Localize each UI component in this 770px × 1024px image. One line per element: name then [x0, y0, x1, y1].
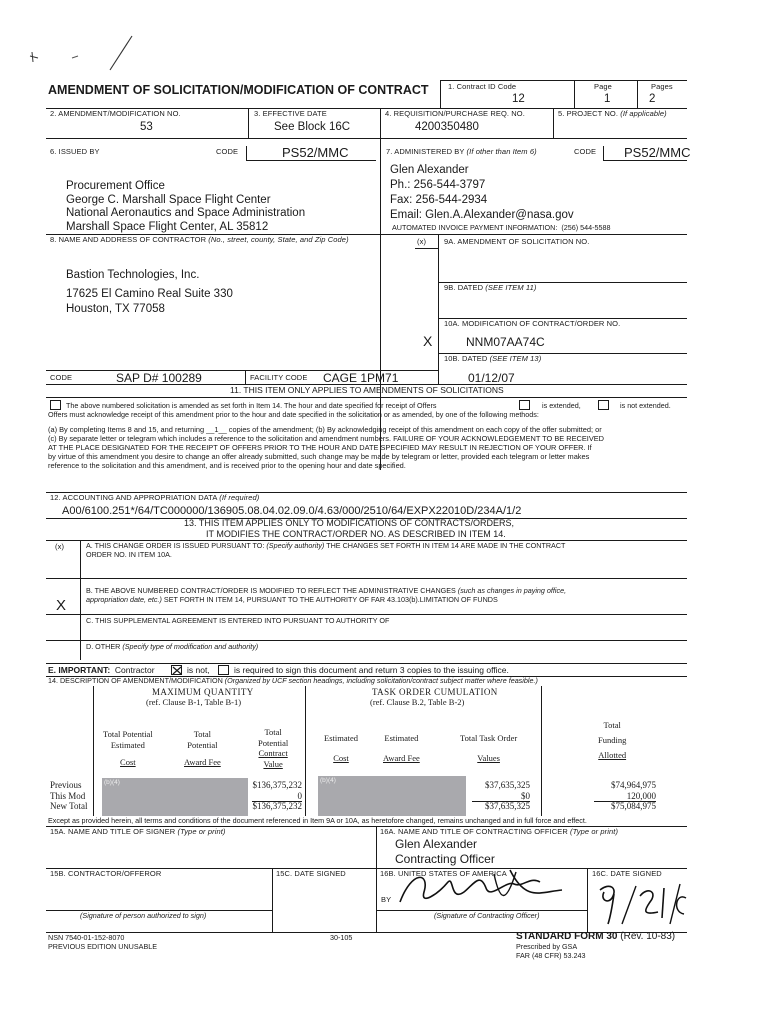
max-quantity-sub: (ref. Clause B-1, Table B-1) [146, 697, 242, 707]
contractor-code-value: SAP D# 100289 [116, 371, 202, 385]
prescribed-by: Prescribed by GSA [516, 942, 578, 951]
dated-9b-label: 9B. DATED (SEE ITEM 11) [444, 283, 537, 292]
item11-para-line: (c) By separate letter or telegram which includes a reference to the solicitation and amendment numbers. FAILURE OF YOUR ACKNOWLEDGEMENT TO BE RECEIVED [48, 434, 605, 443]
row-labels [50, 780, 87, 812]
issued-by-label: 6. ISSUED BY [50, 147, 100, 156]
issued-line: National Aeronautics and Space Administration [66, 207, 306, 219]
amendment-no-value: 53 [140, 121, 153, 133]
stray-marks [28, 30, 148, 75]
important-rest: is required to sign this document and return 3 copies to the issuing office. [234, 665, 509, 675]
issued-line: George C. Marshall Space Flight Center [66, 193, 271, 206]
administered-by-label: 7. ADMINISTERED BY (If other than Item 6) [386, 147, 537, 156]
task-value: $0 [521, 790, 530, 801]
pages-value: 2 [649, 93, 656, 105]
dated-10b-value: 01/12/07 [468, 371, 515, 385]
col-task-order [460, 733, 517, 764]
page-value: 1 [604, 93, 611, 105]
task-order-title: TASK ORDER CUMULATION [372, 687, 498, 697]
item13-title2: IT MODIFIES THE CONTRACT/ORDER NO. AS DESCRIBED IN ITEM 14. [206, 529, 506, 539]
accounting-label: 12. ACCOUNTING AND APPROPRIATION DATA (If required) [50, 493, 260, 502]
form-number: 30-105 [330, 933, 353, 942]
item13-c-line: C. THIS SUPPLEMENTAL AGREEMENT IS ENTERED INTO PURSUANT TO AUTHORITY OF [86, 616, 390, 625]
previous-edition: PREVIOUS EDITION UNUSABLE [48, 942, 158, 951]
invoice-info: AUTOMATED INVOICE PAYMENT INFORMATION: (256) 544-5588 [392, 223, 611, 232]
col-head: Total [264, 727, 282, 737]
contractor-line: 17625 El Camino Real Suite 330 [66, 287, 233, 300]
nsn: NSN 7540-01-152-8070 [48, 933, 125, 942]
form-title: AMENDMENT OF SOLICITATION/MODIFICATION OF CONTRACT [48, 83, 429, 97]
contract-value: $136,375,232 [252, 801, 302, 811]
col-head: Values [477, 753, 500, 763]
funding-value: $74,964,975 [611, 780, 656, 790]
item13-b-mark: X [56, 597, 67, 614]
mark-10a: X [423, 333, 433, 349]
contractor-line: Bastion Technologies, Inc. [66, 269, 200, 281]
facility-code-value: CAGE 1PM71 [323, 371, 399, 385]
is-not-extended-label: is not extended. [620, 401, 671, 410]
handwritten-date [592, 878, 688, 930]
redaction-block-1 [102, 778, 248, 816]
item13-a-line2: ORDER NO. IN ITEM 10A. [86, 550, 172, 559]
contract-id-value: 12 [512, 93, 525, 105]
col-head: Total [193, 729, 212, 739]
effective-date-label: 3. EFFECTIVE DATE [254, 109, 327, 118]
funding-value: 120,000 [626, 790, 656, 801]
signer-label: 15A. NAME AND TITLE OF SIGNER (Type or print) [50, 827, 226, 836]
item13-check-label: (x) [55, 542, 65, 551]
amendment-no-label: 2. AMENDMENT/MODIFICATION NO. [50, 109, 181, 118]
task-values [470, 780, 530, 812]
col-est-cost [324, 733, 358, 764]
col-head: Award Fee [383, 753, 420, 763]
redaction-block-2 [318, 776, 466, 816]
officer-title: Contracting Officer [395, 852, 495, 866]
contractor-code-label: CODE [50, 373, 73, 382]
requisition-value: 4200350480 [415, 121, 479, 133]
officer-name: Glen Alexander [395, 837, 478, 851]
accounting-value: A00/6100.251*/64/TC000000/136905.08.04.02.09.0/4.63/000/2510/64/EXPX22010D/234A/1/2 [62, 505, 522, 517]
funding-values [592, 780, 656, 812]
redaction-tag-1: (b)(4) [104, 779, 120, 786]
date-signed-15c-label: 15C. DATE SIGNED [276, 869, 346, 878]
item11-paragraph [48, 425, 604, 470]
is-extended-checkbox[interactable] [519, 400, 530, 410]
col-head: Estimated [384, 733, 419, 743]
col-head: Total Potential [103, 729, 153, 739]
contract-value: $136,375,232 [252, 780, 302, 790]
item13-b-line2: appropriation date, etc.) SET FORTH IN ITEM 14, PURSUANT TO THE AUTHORITY OF FAR 43.103(b).LIMITATION OF FUNDS [86, 595, 498, 604]
col-head: Cost [333, 753, 349, 763]
requisition-label: 4. REQUISITION/PURCHASE REQ. NO. [385, 109, 525, 118]
task-value: $37,635,325 [485, 780, 530, 790]
sig-note-16: (Signature of Contracting Officer) [434, 911, 540, 920]
col-potential-cost [103, 729, 153, 768]
administered-line: Fax: 256-544-2934 [390, 194, 488, 206]
col-head: Contract [258, 748, 288, 758]
max-quantity-title: MAXIMUM QUANTITY [152, 687, 254, 697]
administered-code-value: PS52/MMC [624, 145, 691, 160]
item14-label: 14. DESCRIPTION OF AMENDMENT/MODIFICATION (Organized by UCF section headings, including solicitation/contract subject matter where feasible.) [48, 676, 538, 685]
task-value: $37,635,325 [485, 801, 530, 811]
date-signed-value [600, 918, 603, 919]
issued-by-address [66, 180, 305, 234]
row-label: New Total [50, 801, 88, 811]
item11-line2: Offers must acknowledge receipt of this amendment prior to the hour and date specified in the solicitation or as amended, by one of the following methods: [48, 410, 539, 419]
checked-x-icon [172, 666, 182, 675]
col-head: Award Fee [184, 757, 221, 767]
standard-form: STANDARD FORM 30 (Rev. 10-83) [516, 931, 676, 942]
contract-values [250, 780, 302, 812]
contractor-address [66, 268, 233, 318]
amendment-solicitation-label: 9A. AMENDMENT OF SOLICITATION NO. [444, 237, 590, 246]
redaction-tag-2: (b)(4) [320, 777, 336, 784]
item13-title1: 13. THIS ITEM APPLIES ONLY TO MODIFICATIONS OF CONTRACTS/ORDERS, [184, 518, 515, 528]
administered-line: Glen Alexander [390, 164, 469, 176]
is-required-checkbox[interactable] [218, 665, 229, 675]
item13-b-line1: B. THE ABOVE NUMBERED CONTRACT/ORDER IS MODIFIED TO REFLECT THE ADMINISTRATIVE CHANGES (such as changes in paying office, [86, 586, 567, 595]
issued-line: Marshall Space Flight Center, AL 35812 [66, 220, 269, 233]
item11-title: 11. THIS ITEM ONLY APPLIES TO AMENDMENTS OF SOLICITATIONS [230, 385, 504, 395]
project-no-label: 5. PROJECT NO. (If applicable) [558, 109, 667, 118]
col-head: Total Task Order [460, 733, 518, 743]
contractor-line: Houston, TX 77058 [66, 303, 165, 315]
col-head: Estimated [324, 733, 358, 743]
dated-10b-label: 10B. DATED (SEE ITEM 13) [444, 354, 542, 363]
administered-by-contact [390, 163, 574, 223]
item11-para-line: (a) By completing Items 8 and 15, and returning __1__ copies of the amendment; (b) By acknowledging receipt of this amendment on each copy of the offer submitted; or [48, 425, 602, 434]
col-head: Funding [598, 735, 627, 745]
col-est-fee [383, 733, 420, 764]
is-not-text: is not, [187, 665, 210, 675]
by-label: BY [381, 895, 392, 904]
administered-line: Ph.: 256-544-3797 [390, 179, 486, 191]
pages-label: Pages [651, 82, 673, 91]
contract-id-label: 1. Contract ID Code [448, 82, 517, 91]
col-head: Total [603, 720, 621, 730]
except-line: Except as provided herein, all terms and conditions of the document referenced in Item 9A or 10A, as heretofore changed, remains unchanged and in full force and effect. [48, 816, 587, 825]
contracting-officer-signature [390, 862, 580, 912]
contractor-label: 8. NAME AND ADDRESS OF CONTRACTOR (No., street, county, State, and Zip Code) [50, 235, 349, 244]
col-head: Potential [258, 737, 289, 748]
col-head: Cost [120, 757, 136, 767]
check-9a: (x) [417, 237, 427, 246]
item13-a-line1: A. THIS CHANGE ORDER IS ISSUED PURSUANT TO: (Specify authority) THE CHANGES SET FORTH IN ITEM 14 ARE MADE IN THE CONTRACT [86, 541, 566, 550]
col-head: Value [263, 758, 283, 769]
row-label: This Mod [50, 790, 86, 801]
col-potential-fee [184, 729, 221, 768]
item11-line1: The above numbered solicitation is amended as set forth in Item 14. The hour and date specified for receipt of Offers [66, 401, 437, 410]
administered-line: Email: Glen.A.Alexander@nasa.gov [390, 209, 574, 221]
sig-note-15: (Signature of person authorized to sign) [80, 911, 207, 920]
effective-date-value: See Block 16C [274, 121, 351, 133]
funding-value: $75,084,975 [611, 801, 656, 811]
issued-code-label: CODE [216, 147, 239, 156]
col-contract-value [258, 727, 288, 769]
col-head: Allotted [598, 750, 627, 760]
item11-para-line: by virtue of this amendment you desire to change an offer already submitted, such change may be made by telegram or letter, provided each telegram or letter makes [48, 452, 590, 461]
item11-para-line: reference to the solicitation and this amendment, and is received prior to the opening hour and date specified. [48, 461, 406, 470]
col-head: Estimated [110, 740, 145, 750]
far-reference: FAR (48 CFR) 53.243 [516, 951, 586, 960]
united-states-label: 16B. UNITED STATES OF AMERICA [380, 869, 507, 878]
col-head: Potential [187, 740, 218, 750]
is-not-extended-checkbox[interactable] [598, 400, 609, 410]
solicitation-amended-checkbox[interactable] [50, 400, 61, 410]
issued-line: Procurement Office [66, 180, 165, 192]
row-label: Previous [50, 780, 82, 790]
administered-code-label: CODE [574, 147, 597, 156]
task-order-sub: (ref. Clause B.2, Table B-2) [370, 697, 465, 707]
contracting-officer-label: 16A. NAME AND TITLE OF CONTRACTING OFFICER (Type or print) [380, 827, 619, 836]
item11-para-line: AT THE PLACE DESIGNATED FOR THE RECEIPT OF OFFERS PRIOR TO THE HOUR AND DATE SPECIFIED MAY RESULT IN REJECTION OF YOUR OFFER. If [48, 443, 592, 452]
is-extended-label: is extended, [542, 401, 581, 410]
col-funding [598, 720, 626, 761]
contract-value: 0 [297, 790, 302, 801]
modification-contract-value: NNM07AA74C [466, 335, 545, 349]
facility-code-label: FACILITY CODE [250, 373, 308, 382]
issued-code-value: PS52/MMC [282, 145, 349, 160]
modification-contract-label: 10A. MODIFICATION OF CONTRACT/ORDER NO. [444, 319, 621, 328]
important-line: E. IMPORTANT: Contractor [48, 665, 155, 675]
date-signed-16c-label: 16C. DATE SIGNED [592, 869, 662, 878]
page-label: Page [594, 82, 612, 91]
contractor-offeror-label: 15B. CONTRACTOR/OFFEROR [50, 869, 162, 878]
item13-d-line: D. OTHER (Specify type of modification and authority) [86, 642, 259, 651]
